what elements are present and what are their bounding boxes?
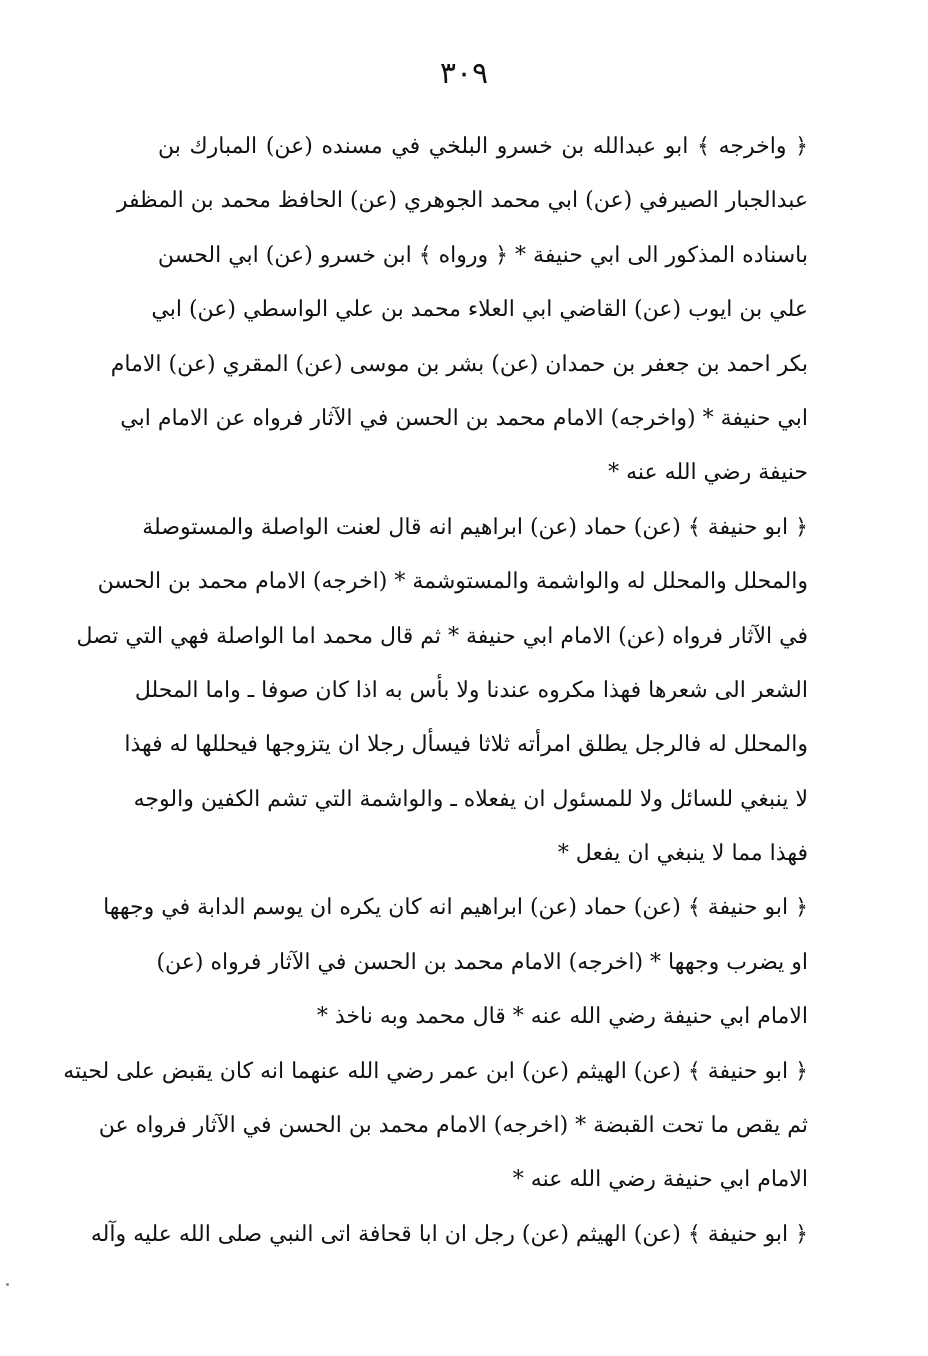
body-text	[63, 120, 808, 1262]
text-line: ﴿ واخرجه ﴾ ابو عبدالله بن خسرو البلخي في مسنده (عن) المبارك بن	[158, 134, 808, 159]
page-number: ٣٠٩	[439, 56, 489, 91]
text-line: علي بن ايوب (عن) القاضي ابي العلاء محمد بن علي الواسطي (عن) ابي	[151, 297, 808, 323]
text-line: حنيفة رضي الله عنه *	[608, 460, 808, 486]
text-line: ﴿ ابو حنيفة ﴾ (عن) الهيثم (عن) رجل ان ابا قحافة اتى النبي صلى الله عليه وآله	[90, 1221, 808, 1247]
text-line: والمحلل والمحلل له والواشمة والمستوشمة * (اخرجه) الامام محمد بن الحسن	[97, 569, 808, 595]
text-line: ﴿ ابو حنيفة ﴾ (عن) حماد (عن) ابراهيم انه قال لعنت الواصلة والمستوصلة	[142, 514, 808, 540]
text-line: فهذا مما لا ينبغي ان يفعل *	[557, 841, 808, 867]
text-line: ﴿ ابو حنيفة ﴾ (عن) الهيثم (عن) ابن عمر رضي الله عنهما انه كان يقبض على لحيته	[63, 1058, 808, 1084]
text-line: لا ينبغي للسائل ولا للمسئول ان يفعلاه ـ والواشمة التي تشم الكفين والوجه	[133, 786, 808, 812]
text-line: ثم يقص ما تحت القبضة * (اخرجه) الامام محمد بن الحسن في الآثار فرواه عن	[98, 1113, 808, 1139]
text-line: الامام ابي حنيفة رضي الله عنه * قال محمد وبه ناخذ *	[316, 1004, 808, 1030]
text-line: عبدالجبار الصيرفي (عن) ابي محمد الجوهري (عن) الحافظ محمد بن المظفر	[116, 188, 808, 214]
text-line: باسناده المذكور الى ابي حنيفة * ﴿ ورواه ﴾ ابن خسرو (عن) ابي الحسن	[157, 242, 808, 268]
text-line: ﴿ ابو حنيفة ﴾ (عن) حماد (عن) ابراهيم انه كان يكره ان يوسم الدابة في وجهها	[103, 895, 808, 921]
text-line: بكر احمد بن جعفر بن حمدان (عن) بشر بن موسى (عن) المقري (عن) الامام	[110, 351, 808, 377]
text-line: او يضرب وجهها * (اخرجه) الامام محمد بن الحسن في الآثار فرواه (عن)	[156, 949, 808, 975]
text-line: ابي حنيفة * (واخرجه) الامام محمد بن الحسن في الآثار فرواه عن الامام ابي	[120, 405, 808, 431]
text-line: الامام ابي حنيفة رضي الله عنه *	[512, 1167, 808, 1193]
scan-speck	[6, 1283, 9, 1286]
text-line: في الآثار فرواه (عن) الامام ابي حنيفة * ثم قال محمد اما الواصلة فهي التي تصل	[76, 623, 808, 649]
text-line: والمحلل له فالرجل يطلق امرأته ثلاثا فيسأل رجلا ان يتزوجها فيحللها له فهذا	[124, 732, 808, 758]
text-line: الشعر الى شعرها فهذا مكروه عندنا ولا بأس به اذا كان صوفا ـ واما المحلل	[134, 677, 808, 703]
